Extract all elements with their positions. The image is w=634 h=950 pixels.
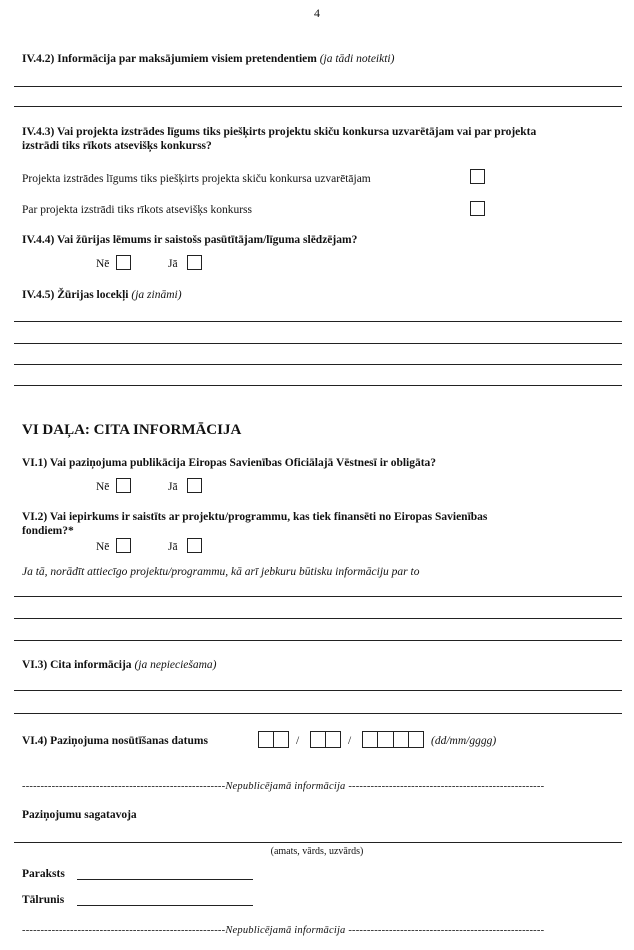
- dashes: -------------------------------------------------------: [22, 925, 226, 936]
- dashes: -----------------------------------------------------: [348, 781, 545, 792]
- prepared-by-line[interactable]: [14, 842, 622, 843]
- section-iv-4-5-note: (ja zināmi): [131, 289, 182, 301]
- date-year-divider: [408, 731, 409, 748]
- yes-label: Jā: [168, 541, 178, 553]
- phone-line[interactable]: [77, 905, 253, 906]
- option-skicu-uzvaretajam-checkbox[interactable]: [470, 169, 485, 184]
- answer-line[interactable]: [14, 364, 622, 365]
- answer-line[interactable]: [14, 713, 622, 714]
- section-vi-2-no-checkbox[interactable]: [116, 538, 131, 553]
- section-iv-4-2-title: [22, 52, 394, 66]
- dashes: -------------------------------------------------------: [22, 781, 226, 792]
- option-atsevisks-konkurss-checkbox[interactable]: [470, 201, 485, 216]
- answer-line[interactable]: [14, 86, 622, 87]
- prepared-by-caption: (amats, vārds, uzvārds): [270, 846, 364, 857]
- section-vi-2-title-1: VI.2) Vai iepirkums ir saistīts ar projektu/programmu, kas tiek finansēti no Eiropas Savienības: [22, 511, 488, 523]
- section-vi-3-note: (ja nepieciešama): [134, 659, 217, 671]
- section-iv-4-2-note: (ja tādi noteikti): [319, 53, 395, 65]
- date-separator-1: /: [296, 735, 300, 747]
- section-vi-2-title-2: fondiem?*: [22, 525, 74, 537]
- answer-line[interactable]: [14, 385, 622, 386]
- section-iv-4-3-title-2: izstrādi tiks rīkots atsevišķs konkurss?: [22, 140, 212, 152]
- part-vi-title: VI DAĻA: CITA INFORMĀCIJA: [22, 422, 242, 438]
- no-label: Nē: [96, 258, 110, 270]
- yes-label: Jā: [168, 481, 178, 493]
- section-iv-4-3-title-1: IV.4.3) Vai projekta izstrādes līgums tiks piešķirts projektu skiču konkursa uzvarētājam vai par projekta: [22, 126, 537, 138]
- section-vi-3-heading: VI.3) Cita informācija: [22, 659, 132, 671]
- section-vi-2-note: Ja tā, norādīt attiecīgo projektu/programmu, kā arī jebkuru būtisku informāciju par to: [22, 566, 420, 578]
- date-year-divider: [393, 731, 394, 748]
- section-iv-4-4-no-checkbox[interactable]: [116, 255, 131, 270]
- option-atsevisks-konkurss-label: Par projekta izstrādi tiks rīkots atsevišķs konkurss: [22, 204, 252, 216]
- date-separator-2: /: [348, 735, 352, 747]
- dashes: -----------------------------------------------------: [348, 925, 545, 936]
- signature-line[interactable]: [77, 879, 253, 880]
- signature-label: Paraksts: [22, 868, 65, 880]
- section-iv-4-5-heading: IV.4.5) Žūrijas locekļi: [22, 289, 129, 301]
- phone-label: Tālrunis: [22, 894, 65, 906]
- date-format-hint: (dd/mm/gggg): [431, 735, 497, 747]
- answer-line[interactable]: [14, 640, 622, 641]
- section-iv-4-2-heading: IV.4.2) Informācija par maksājumiem visiem pretendentiem: [22, 53, 317, 65]
- yes-label: Jā: [168, 258, 178, 270]
- section-vi-1-no-checkbox[interactable]: [116, 478, 131, 493]
- section-vi-4-title: VI.4) Paziņojuma nosūtīšanas datums: [22, 735, 208, 747]
- answer-line[interactable]: [14, 596, 622, 597]
- answer-line[interactable]: [14, 106, 622, 107]
- section-iv-4-5-title: [22, 288, 182, 302]
- unpublished-label: Nepublicējamā informācija: [225, 781, 346, 792]
- section-vi-1-title: VI.1) Vai paziņojuma publikācija Eiropas Savienības Oficiālajā Vēstnesī ir obligāta?: [22, 457, 437, 469]
- section-iv-4-4-title: IV.4.4) Vai žūrijas lēmums ir saistošs pasūtītājam/līguma slēdzējam?: [22, 234, 358, 246]
- date-month-divider: [325, 731, 326, 748]
- unpublished-divider-top: [22, 780, 544, 794]
- date-year-divider: [377, 731, 378, 748]
- answer-line[interactable]: [14, 618, 622, 619]
- no-label: Nē: [96, 481, 110, 493]
- section-vi-3-title: [22, 658, 217, 672]
- answer-line[interactable]: [14, 690, 622, 691]
- no-label: Nē: [96, 541, 110, 553]
- prepared-by-title: Paziņojumu sagatavoja: [22, 809, 137, 821]
- answer-line[interactable]: [14, 343, 622, 344]
- option-skicu-uzvaretajam-label: Projekta izstrādes līgums tiks piešķirts projekta skiču konkursa uzvarētājam: [22, 173, 371, 185]
- date-day-divider: [273, 731, 274, 748]
- section-vi-1-yes-checkbox[interactable]: [187, 478, 202, 493]
- answer-line[interactable]: [14, 321, 622, 322]
- unpublished-divider-bottom: [22, 924, 544, 938]
- section-vi-2-yes-checkbox[interactable]: [187, 538, 202, 553]
- unpublished-label: Nepublicējamā informācija: [225, 925, 346, 936]
- section-iv-4-4-yes-checkbox[interactable]: [187, 255, 202, 270]
- page-number: 4: [314, 6, 320, 20]
